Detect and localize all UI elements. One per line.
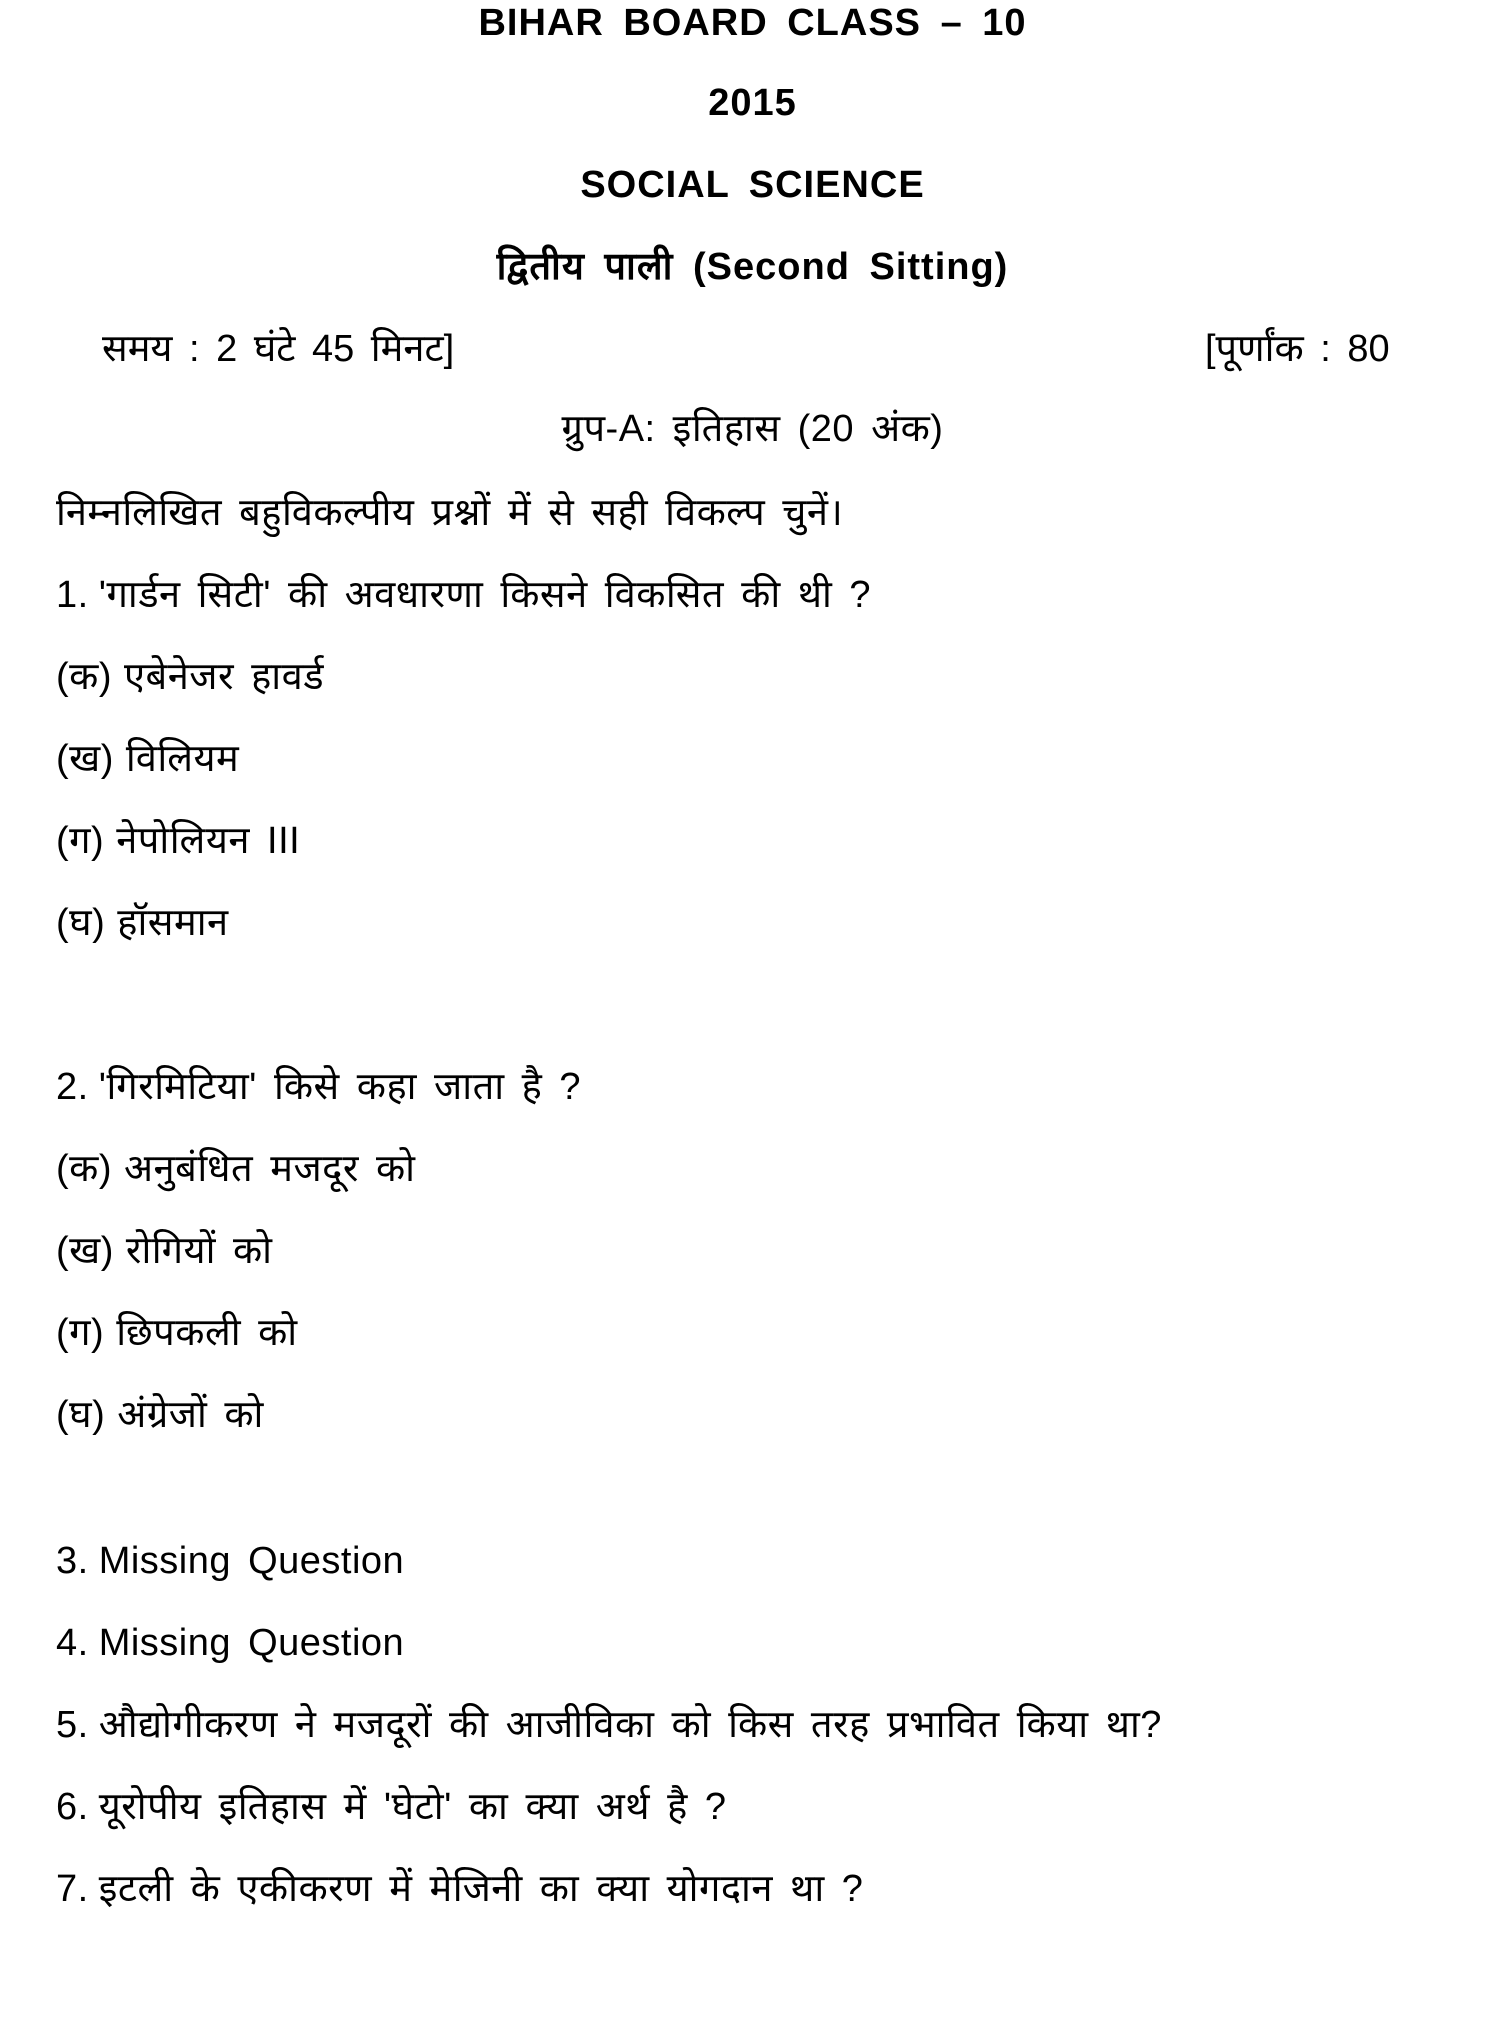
question-6 xyxy=(56,1784,726,1830)
option-text: नेपोलियन III xyxy=(116,820,301,862)
option-text: विलियम xyxy=(125,738,240,780)
question-number: 5. xyxy=(56,1704,89,1746)
q1-option-ka xyxy=(56,654,324,700)
q2-option-gha xyxy=(56,1392,264,1438)
question-7 xyxy=(56,1866,863,1912)
question-number: 2. xyxy=(56,1066,89,1108)
q1-option-ga xyxy=(56,818,300,864)
q1-option-gha xyxy=(56,900,229,946)
option-text: एबेनेजर हावर्ड xyxy=(124,656,325,698)
option-label: (ख) xyxy=(56,738,114,780)
option-text: अंग्रेजों को xyxy=(117,1394,264,1436)
question-text: 'गार्डन सिटी' की अवधारणा किसने विकसित की थी ? xyxy=(98,574,872,616)
question-5 xyxy=(56,1702,1162,1748)
question-text: इटली के एकीकरण में मेजिनी का क्या योगदान था ? xyxy=(98,1868,864,1910)
question-number: 3. xyxy=(56,1540,89,1582)
question-number: 4. xyxy=(56,1622,89,1664)
question-text: Missing Question xyxy=(98,1540,405,1582)
question-4 xyxy=(56,1620,404,1666)
question-number: 1. xyxy=(56,574,89,616)
question-number: 6. xyxy=(56,1786,89,1828)
option-label: (ख) xyxy=(56,1230,114,1272)
exam-year: 2015 xyxy=(708,82,797,124)
q1-option-kha xyxy=(56,736,239,782)
exam-time: समय : 2 घंटे 45 मिनट] xyxy=(102,328,455,370)
sitting-title: द्वितीय पाली (Second Sitting) xyxy=(496,246,1009,288)
option-label: (ग) xyxy=(56,820,105,862)
option-label: (घ) xyxy=(56,902,106,944)
question-number: 7. xyxy=(56,1868,89,1910)
question-3 xyxy=(56,1538,404,1584)
option-text: हॉसमान xyxy=(117,902,229,944)
option-text: छिपकली को xyxy=(116,1312,298,1354)
option-label: (घ) xyxy=(56,1394,106,1436)
question-1 xyxy=(56,572,871,618)
subject-title: SOCIAL SCIENCE xyxy=(580,164,925,206)
section-title: ग्रुप-A: इतिहास (20 अंक) xyxy=(561,408,944,450)
option-text: अनुबंधित मजदूर को xyxy=(124,1148,416,1190)
option-label: (ग) xyxy=(56,1312,105,1354)
q2-option-kha xyxy=(56,1228,273,1274)
question-text: 'गिरमिटिया' किसे कहा जाता है ? xyxy=(98,1066,581,1108)
q2-option-ka xyxy=(56,1146,415,1192)
section-instruction: निम्नलिखित बहुविकल्पीय प्रश्नों में से सही विकल्प चुनें। xyxy=(56,492,844,534)
full-marks: [पूर्णांक : 80 xyxy=(1205,328,1390,370)
option-label: (क) xyxy=(56,656,112,698)
question-text: यूरोपीय इतिहास में 'घेटो' का क्या अर्थ है ? xyxy=(98,1786,727,1828)
q2-option-ga xyxy=(56,1310,298,1356)
question-2 xyxy=(56,1064,581,1110)
board-title: BIHAR BOARD CLASS – 10 xyxy=(478,2,1027,44)
question-text: औद्योगीकरण ने मजदूरों की आजीविका को किस तरह प्रभावित किया था? xyxy=(98,1704,1162,1746)
option-label: (क) xyxy=(56,1148,112,1190)
option-text: रोगियों को xyxy=(125,1230,273,1272)
exam-meta-row xyxy=(0,326,1505,372)
question-text: Missing Question xyxy=(98,1622,405,1664)
